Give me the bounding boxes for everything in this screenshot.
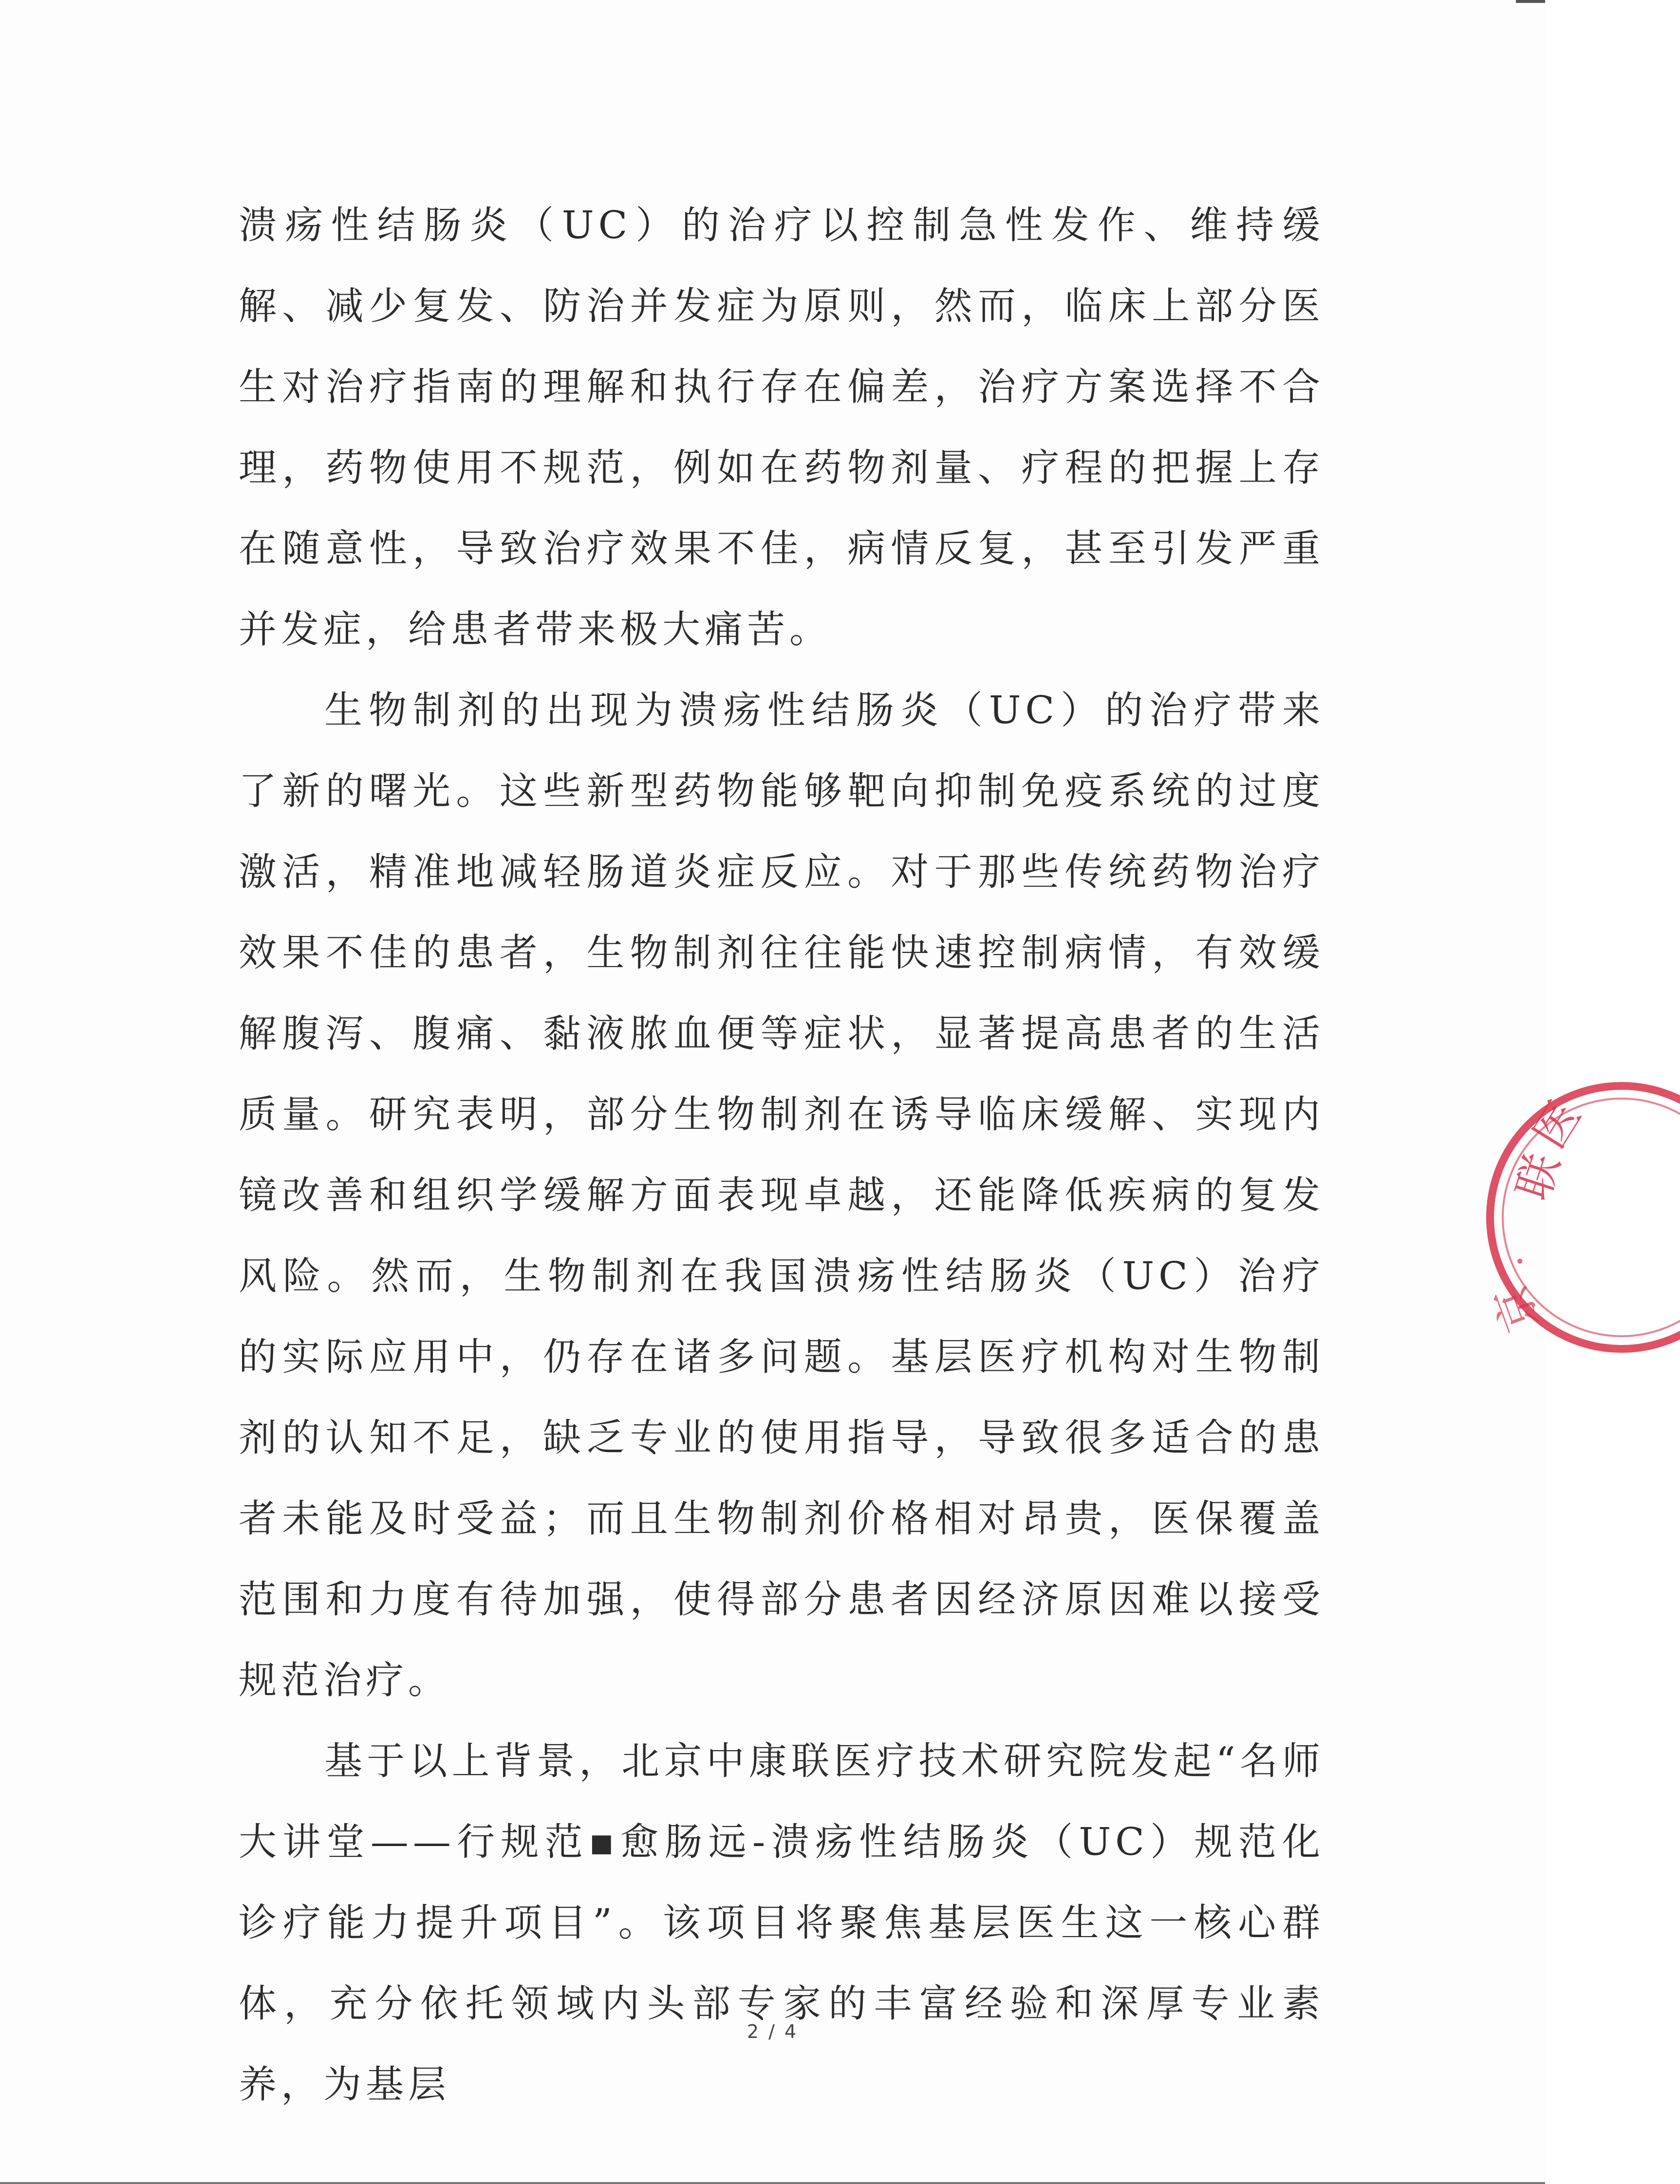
official-seal-stamp [1485, 1062, 1680, 1373]
svg-text:医: 医 [1523, 1091, 1591, 1157]
svg-text:京: 京 [1484, 1279, 1549, 1339]
paragraph-3: 基于以上背景，北京中康联医疗技术研究院发起“名师大讲堂——行规范▪愈肠远-溃疡性结肠炎（UC）规范化诊疗能力提升项目”。该项目将聚焦基层医生这一核心群体，充分依托领域内头部专家的丰富经验和深厚专业素养，为基层 [239, 1739, 1325, 2107]
paragraph-2: 生物制剂的出现为溃疡性结肠炎（UC）的治疗带来了新的曙光。这些新型药物能够靶向抑制免疫系统的过度激活，精准地减轻肠道炎症反应。对于那些传统药物治疗效果不佳的患者，生物制剂往往能快速控制病情，有效缓解腹泻、腹痛、黏液脓血便等症状，显著提高患者的生活质量。研究表明，部分生物制剂在诱导临床缓解、实现内镜改善和组织学缓解方面表现卓越，还能降低疾病的复发风险。然而，生物制剂在我国溃疡性结肠炎（UC）治疗的实际应用中，仍存在诸多问题。基层医疗机构对生物制剂的认知不足，缺乏专业的使用指导，导致很多适合的患者未能及时受益；而且生物制剂价格相对昂贵，医保覆盖范围和力度有待加强，使得部分患者因经济原因难以接受规范治疗。 [239, 689, 1325, 1702]
body-text [239, 185, 1325, 2125]
page-number: 2 / 4 [747, 2021, 799, 2042]
svg-text:·: · [1497, 1253, 1543, 1269]
scan-edge-line [0, 2182, 1545, 2184]
paragraph-1: 溃疡性结肠炎（UC）的治疗以控制急性发作、维持缓解、减少复发、防治并发症为原则，然而，临床上部分医生对治疗指南的理解和执行存在偏差，治疗方案选择不合理，药物使用不规范，例如在药物剂量、疗程的把握上存在随意性，导致治疗效果不佳，病情反复，甚至引发严重并发症，给患者带来极大痛苦。 [239, 204, 1325, 652]
scan-edge-mark [1516, 0, 1545, 3]
svg-text:联: 联 [1507, 1147, 1570, 1206]
